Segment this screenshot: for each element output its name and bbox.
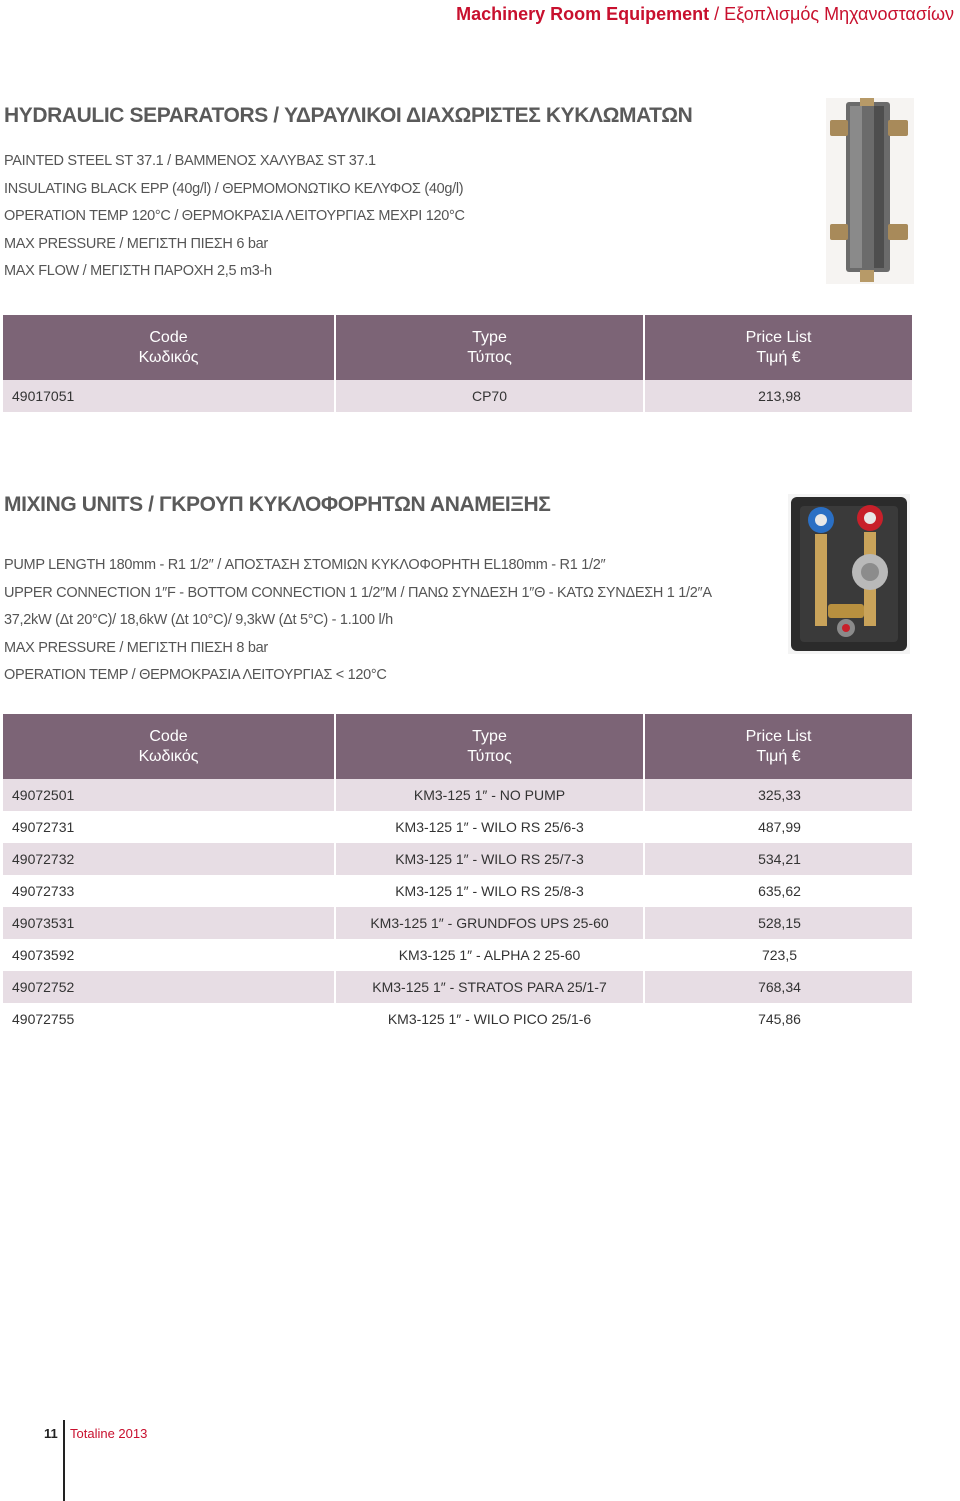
cell-code: 49072755 bbox=[3, 1003, 335, 1035]
column-header-price bbox=[644, 714, 912, 779]
table-row bbox=[3, 875, 912, 907]
table-row bbox=[3, 1003, 912, 1035]
header-price-gr: Τιμή € bbox=[756, 747, 801, 765]
cell-code: 49072752 bbox=[3, 971, 335, 1003]
mixing-spec-list bbox=[4, 552, 712, 690]
page-footer bbox=[0, 1420, 200, 1501]
cell-price: 745,86 bbox=[644, 1003, 912, 1035]
cell-code: 49072501 bbox=[3, 779, 335, 811]
cell-type: KM3-125 1″ - NO PUMP bbox=[335, 779, 644, 811]
header-title-gr: Εξοπλισμός Μηχανοστασίων bbox=[724, 4, 954, 24]
cell-price: 325,33 bbox=[644, 779, 912, 811]
header-code-gr: Κωδικός bbox=[138, 348, 199, 366]
column-header-type bbox=[335, 714, 644, 779]
spec-line: OPERATION TEMP / ΘΕΡΜΟΚΡΑΣΙΑ ΛΕΙΤΟΥΡΓΙΑΣ < 120°C bbox=[4, 667, 387, 684]
spec-line: UPPER CONNECTION 1″F - BOTTOM CONNECTION 1 1/2″M / ΠΑΝΩ ΣΥΝΔΕΣΗ 1″Θ - ΚΑΤΩ ΣΥΝΔΕΣΗ 1 1/2″Α bbox=[4, 584, 712, 601]
hydraulic-price-table bbox=[3, 315, 912, 412]
mixing-section-title: MIXING UNITS / ΓΚΡΟΥΠ ΚΥΚΛΟΦΟΡΗΤΩΝ ΑΝΑΜΕΙΞΗΣ bbox=[4, 493, 551, 516]
spec-line: MAX PRESSURE / ΜΕΓΙΣΤΗ ΠΙΕΣΗ 8 bar bbox=[4, 639, 268, 656]
cell-code: 49072732 bbox=[3, 843, 335, 875]
cell-price: 487,99 bbox=[644, 811, 912, 843]
spec-line: MAX FLOW / ΜΕΓΙΣΤΗ ΠΑΡΟΧΗ 2,5 m3-h bbox=[4, 263, 272, 280]
table-row bbox=[3, 843, 912, 875]
table-row bbox=[3, 811, 912, 843]
table-row bbox=[3, 779, 912, 811]
cell-type: KM3-125 1″ - STRATOS PARA 25/1-7 bbox=[335, 971, 644, 1003]
cell-code: 49073531 bbox=[3, 907, 335, 939]
header-type-en: Type bbox=[472, 727, 507, 745]
mixing-unit-image bbox=[788, 494, 910, 654]
table-row bbox=[3, 939, 912, 971]
column-header-price bbox=[644, 315, 912, 380]
cell-type: KM3-125 1″ - WILO RS 25/8-3 bbox=[335, 875, 644, 907]
hydraulic-spec-list bbox=[4, 148, 465, 286]
cell-type: KM3-125 1″ - WILO RS 25/7-3 bbox=[335, 843, 644, 875]
table-row bbox=[3, 907, 912, 939]
footer-brand: Totaline 2013 bbox=[70, 1426, 148, 1441]
table-row bbox=[3, 380, 912, 412]
header-type-en: Type bbox=[472, 328, 507, 346]
cell-type: KM3-125 1″ - GRUNDFOS UPS 25-60 bbox=[335, 907, 644, 939]
cell-price: 768,34 bbox=[644, 971, 912, 1003]
header-price-gr: Τιμή € bbox=[756, 348, 801, 366]
header-title-en: Machinery Room Equipement bbox=[456, 4, 710, 24]
header-code-gr: Κωδικός bbox=[138, 747, 199, 765]
cell-type: KM3-125 1″ - WILO PICO 25/1-6 bbox=[335, 1003, 644, 1035]
cell-price: 534,21 bbox=[644, 843, 912, 875]
column-header-type bbox=[335, 315, 644, 380]
cell-code: 49017051 bbox=[3, 380, 335, 412]
spec-line: INSULATING BLACK EPP (40g/l) / ΘΕΡΜΟΜΟΝΩΤΙΚΟ ΚΕΛΥΦΟΣ (40g/l) bbox=[4, 180, 464, 197]
column-header-code bbox=[3, 315, 335, 380]
spec-line: OPERATION TEMP 120°C / ΘΕΡΜΟΚΡΑΣΙΑ ΛΕΙΤΟΥΡΓΙΑΣ ΜΕΧΡΙ 120°C bbox=[4, 208, 465, 225]
cell-code: 49072733 bbox=[3, 875, 335, 907]
cell-code: 49073592 bbox=[3, 939, 335, 971]
cell-price: 528,15 bbox=[644, 907, 912, 939]
table-row bbox=[3, 971, 912, 1003]
hydraulic-separator-image bbox=[826, 98, 914, 284]
spec-line: PUMP LENGTH 180mm - R1 1/2″ / ΑΠΟΣΤΑΣΗ ΣΤΟΜΙΩΝ ΚΥΚΛΟΦΟΡΗΤΗ EL180mm - R1 1/2″ bbox=[4, 557, 606, 573]
hydraulic-section-title: HYDRAULIC SEPARATORS / ΥΔΡΑΥΛΙΚΟΙ ΔΙΑΧΩΡΙΣΤΕΣ ΚΥΚΛΩΜΑΤΩΝ bbox=[4, 104, 693, 127]
header-code-en: Code bbox=[149, 328, 188, 346]
spec-line: 37,2kW (Δt 20°C)/ 18,6kW (Δt 10°C)/ 9,3kW (Δt 5°C) - 1.100 l/h bbox=[4, 612, 393, 629]
spec-line: MAX PRESSURE / ΜΕΓΙΣΤΗ ΠΙΕΣΗ 6 bar bbox=[4, 235, 268, 252]
cell-price: 213,98 bbox=[644, 380, 912, 412]
cell-price: 635,62 bbox=[644, 875, 912, 907]
cell-price: 723,5 bbox=[644, 939, 912, 971]
spec-line: PAINTED STEEL ST 37.1 / ΒΑΜΜΕΝΟΣ ΧΑΛΥΒΑΣ ST 37.1 bbox=[4, 153, 376, 169]
cell-type: KM3-125 1″ - ALPHA 2 25-60 bbox=[335, 939, 644, 971]
header-type-gr: Τύπος bbox=[467, 348, 512, 366]
column-header-code bbox=[3, 714, 335, 779]
page-header bbox=[456, 4, 954, 25]
footer-divider bbox=[63, 1420, 65, 1501]
header-separator: / bbox=[709, 4, 725, 24]
cell-code: 49072731 bbox=[3, 811, 335, 843]
header-code-en: Code bbox=[149, 727, 188, 745]
header-type-gr: Τύπος bbox=[467, 747, 512, 765]
header-price-en: Price List bbox=[745, 727, 812, 745]
mixing-price-table bbox=[3, 714, 912, 1035]
cell-type: KM3-125 1″ - WILO RS 25/6-3 bbox=[335, 811, 644, 843]
page-number: 11 bbox=[44, 1426, 58, 1441]
header-price-en: Price List bbox=[745, 328, 812, 346]
cell-type: CP70 bbox=[335, 380, 644, 412]
